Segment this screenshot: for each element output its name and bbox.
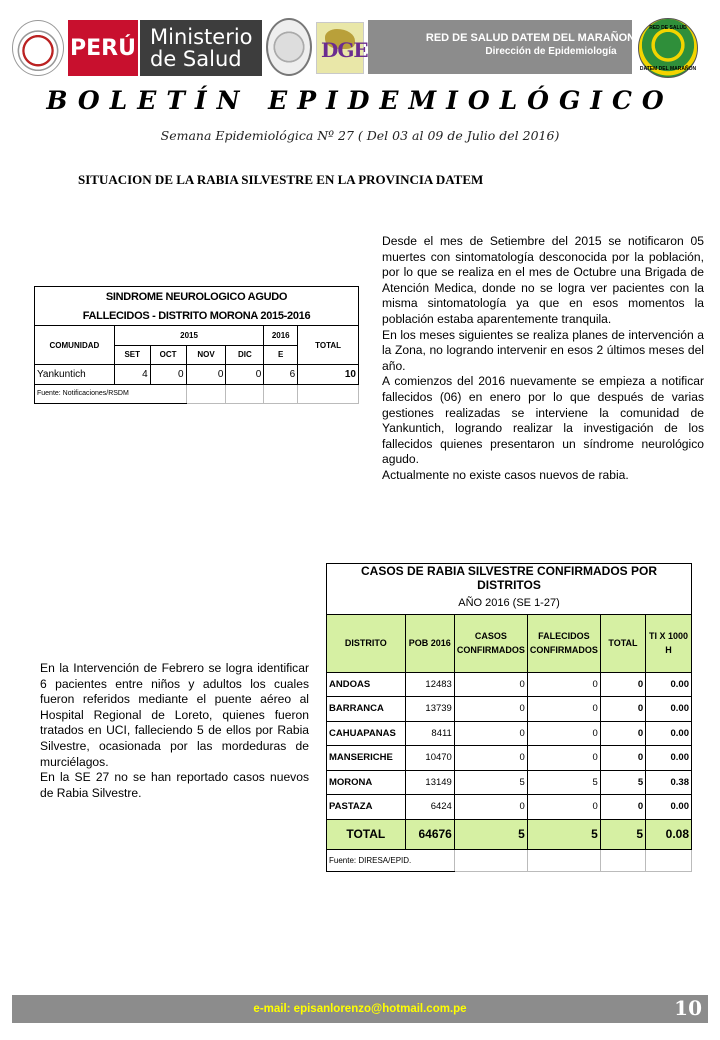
incidence-rate: 0.00 bbox=[646, 721, 692, 746]
cell-value: 0 bbox=[150, 365, 186, 385]
minsa-line1: Ministerio bbox=[150, 25, 253, 49]
table-subtitle: FALLECIDOS - DISTRITO MORONA 2015-2016 bbox=[35, 306, 359, 326]
contact-email: e-mail: episanlorenzo@hotmail.com.pe bbox=[253, 1003, 467, 1015]
row-total: 0 bbox=[600, 795, 645, 820]
table-row bbox=[327, 770, 692, 795]
column-header: DISTRITO bbox=[327, 614, 406, 672]
incidence-rate: 0.00 bbox=[646, 795, 692, 820]
total-row bbox=[327, 819, 692, 849]
page-header bbox=[0, 18, 720, 78]
table-row bbox=[327, 697, 692, 722]
minsa-line2: de Salud bbox=[150, 47, 242, 71]
column-header-total: TOTAL bbox=[298, 326, 359, 365]
column-header: TI X 1000 H bbox=[646, 614, 692, 672]
population: 13739 bbox=[405, 697, 454, 722]
confirmed-deaths: 5 bbox=[527, 770, 600, 795]
total-population: 64676 bbox=[405, 819, 454, 849]
paragraph: En la Intervención de Febrero se logra identificar 6 pacientes entre niños y adultos los cuales fueron referidos mediante el puente aéreo al Hospital Regional de Loreto, quienes fueron tratados en UCI, falleciendo 5 de ellos por Rabia Silvestre, ocasionada por las mordeduras de murciélagos. bbox=[40, 661, 309, 769]
paragraph: Desde el mes de Setiembre del 2015 se notificaron 05 muertes con sintomatología desconocida por la población, por lo que se realiza en el mes de Octubre una Brigada de Atención Medica, donde no se logra ver pacientes con la misma sintomatología ya que en esos momentos la población estaba aparentemente tranquila. bbox=[382, 234, 704, 326]
empty-cell bbox=[646, 849, 692, 871]
row-total: 0 bbox=[600, 672, 645, 697]
year-2015-header: 2015 bbox=[114, 326, 263, 346]
month-header: NOV bbox=[186, 345, 226, 365]
population: 10470 bbox=[405, 746, 454, 771]
row-total: 0 bbox=[600, 697, 645, 722]
network-title-box bbox=[368, 20, 636, 74]
cell-value: 0 bbox=[186, 365, 226, 385]
year-2016-header: 2016 bbox=[264, 326, 298, 346]
month-header: DIC bbox=[226, 345, 264, 365]
incidence-rate: 0.38 bbox=[646, 770, 692, 795]
district-name: PASTAZA bbox=[327, 795, 406, 820]
row-total: 5 bbox=[600, 770, 645, 795]
paragraph: En los meses siguientes se realiza planes de intervención a la Zona, no logrando intervenir en esos 2 últimos meses del año. bbox=[382, 327, 704, 373]
empty-cell bbox=[186, 384, 226, 404]
empty-cell bbox=[454, 849, 527, 871]
district-name: BARRANCA bbox=[327, 697, 406, 722]
population: 13149 bbox=[405, 770, 454, 795]
dge-logo-text: DGE bbox=[321, 38, 368, 62]
incidence-rate: 0.00 bbox=[646, 746, 692, 771]
page-footer bbox=[12, 995, 708, 1023]
column-header-comunidad: COMUNIDAD bbox=[35, 326, 115, 365]
empty-cell bbox=[298, 384, 359, 404]
column-header: POB 2016 bbox=[405, 614, 454, 672]
confirmed-deaths: 0 bbox=[527, 795, 600, 820]
community-name: Yankuntich bbox=[35, 365, 115, 385]
cell-value: 6 bbox=[264, 365, 298, 385]
population: 8411 bbox=[405, 721, 454, 746]
district-name: ANDOAS bbox=[327, 672, 406, 697]
confirmed-deaths: 0 bbox=[527, 746, 600, 771]
dge-logo bbox=[316, 22, 368, 74]
table-title: CASOS DE RABIA SILVESTRE CONFIRMADOS POR DISTRITOS bbox=[327, 564, 692, 593]
grand-total: 5 bbox=[600, 819, 645, 849]
district-name: MORONA bbox=[327, 770, 406, 795]
paragraph: Actualmente no existe casos nuevos de rabia. bbox=[382, 467, 629, 482]
peru-coat-of-arms-logo bbox=[12, 20, 64, 76]
page-number: 10 bbox=[674, 996, 702, 1020]
cell-value: 4 bbox=[114, 365, 150, 385]
empty-cell bbox=[600, 849, 645, 871]
seal-top-text: RED DE SALUD bbox=[649, 25, 687, 31]
red-de-salud-datem-seal bbox=[638, 18, 698, 78]
renace-logo bbox=[266, 18, 312, 76]
section-title: SITUACION DE LA RABIA SILVESTRE EN LA PROVINCIA DATEM bbox=[78, 172, 484, 187]
table-title: SINDROME NEUROLOGICO AGUDO bbox=[35, 287, 359, 307]
confirmed-cases: 5 bbox=[454, 770, 527, 795]
intro-paragraphs bbox=[382, 234, 704, 484]
total-deaths: 5 bbox=[527, 819, 600, 849]
total-cases: 5 bbox=[454, 819, 527, 849]
paragraph: En la SE 27 no se han reportado casos nuevos de Rabia Silvestre. bbox=[40, 770, 309, 800]
epidemiological-week: Semana Epidemiológica Nº 27 ( Del 03 al 09 de Julio del 2016) bbox=[160, 128, 560, 143]
table-row bbox=[327, 746, 692, 771]
rabies-cases-table bbox=[326, 563, 692, 872]
month-header: E bbox=[264, 345, 298, 365]
empty-cell bbox=[264, 384, 298, 404]
incidence-rate: 0.00 bbox=[646, 672, 692, 697]
network-title: RED DE SALUD DATEM DEL MARAÑON bbox=[425, 32, 636, 44]
total-label: TOTAL bbox=[327, 819, 406, 849]
row-total: 0 bbox=[600, 746, 645, 771]
table-source: Fuente: DIRESA/EPID. bbox=[327, 849, 455, 871]
seal-bottom-text: DATEM DEL MARAÑON bbox=[639, 66, 697, 72]
column-header: CASOS CONFIRMADOS bbox=[454, 614, 527, 672]
column-header: FALECIDOS CONFIRMADOS bbox=[527, 614, 600, 672]
table-row bbox=[327, 721, 692, 746]
empty-cell bbox=[527, 849, 600, 871]
confirmed-deaths: 0 bbox=[527, 697, 600, 722]
neurological-syndrome-table bbox=[34, 286, 359, 404]
confirmed-cases: 0 bbox=[454, 697, 527, 722]
bulletin-title: BOLETÍN EPIDEMIOLÓGICO bbox=[46, 86, 674, 115]
row-total: 10 bbox=[298, 365, 359, 385]
network-subtitle: Dirección de Epidemiología bbox=[485, 46, 617, 57]
population: 6424 bbox=[405, 795, 454, 820]
ministerio-de-salud-logo bbox=[140, 20, 262, 76]
confirmed-deaths: 0 bbox=[527, 672, 600, 697]
table-row bbox=[327, 795, 692, 820]
district-name: CAHUAPANAS bbox=[327, 721, 406, 746]
column-header: TOTAL bbox=[600, 614, 645, 672]
row-total: 0 bbox=[600, 721, 645, 746]
month-header: OCT bbox=[150, 345, 186, 365]
total-incidence-rate: 0.08 bbox=[646, 819, 692, 849]
month-header: SET bbox=[114, 345, 150, 365]
table-source: Fuente: Notificaciones/RSDM bbox=[35, 384, 187, 404]
confirmed-cases: 0 bbox=[454, 672, 527, 697]
empty-cell bbox=[226, 384, 264, 404]
peru-logo: PERÚ bbox=[68, 20, 138, 76]
table-row bbox=[35, 365, 359, 385]
paragraph: A comienzos del 2016 nuevamente se empieza a notificar fallecidos (06) en enero por lo que después de varias gestiones realizadas se interviene la comunidad de Yankuntich, logrando realizar la investigación de los fallecidos quienes presentaron un síndrome neurológico agudo. bbox=[382, 374, 704, 467]
population: 12483 bbox=[405, 672, 454, 697]
confirmed-cases: 0 bbox=[454, 721, 527, 746]
district-name: MANSERICHE bbox=[327, 746, 406, 771]
intervention-paragraphs bbox=[40, 661, 309, 801]
table-row bbox=[327, 672, 692, 697]
confirmed-cases: 0 bbox=[454, 795, 527, 820]
confirmed-deaths: 0 bbox=[527, 721, 600, 746]
incidence-rate: 0.00 bbox=[646, 697, 692, 722]
cell-value: 0 bbox=[226, 365, 264, 385]
table-subtitle: AÑO 2016 (SE 1-27) bbox=[327, 592, 692, 614]
confirmed-cases: 0 bbox=[454, 746, 527, 771]
